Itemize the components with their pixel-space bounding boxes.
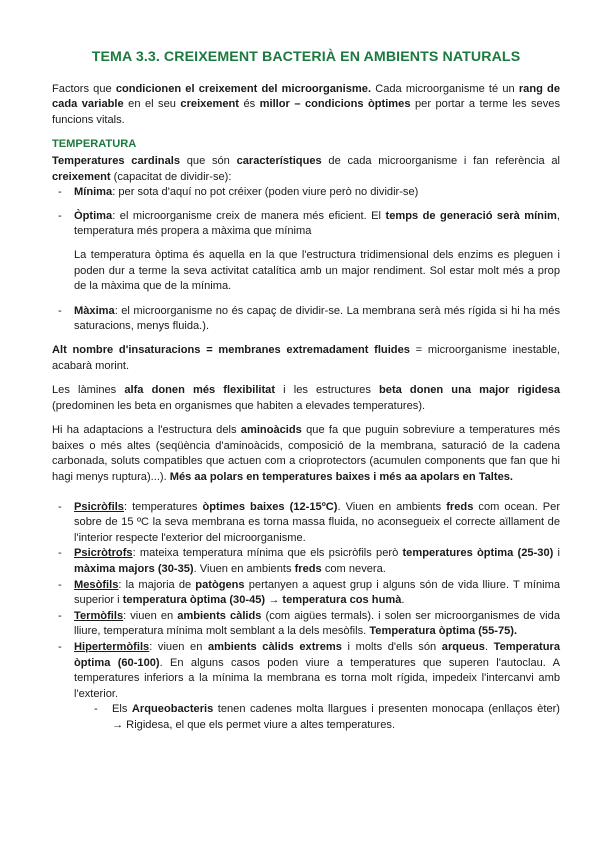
list-item-optima: - Òptima: el microorganisme creix de manera més eficient. El temps de generació serà mínim, temperatura més propera a màxima que mínima [52, 209, 560, 240]
list-item-termofils: - Termòfils: viuen en ambients càlids (com aigües termals). i solen ser microorganismes de vida lliure, temperatura mínima molt semblant a la dels mesòfils. Temperatura òptima (55-75). [52, 609, 560, 640]
list-item-hipertermofils: - Hipertermòfils: viuen en ambients càlids extrems i molts d'ells són arqueus. Temperatura òptima (60-100). En alguns casos poden viure a temperatures que superen l'autoclau. A temperatures inferiors a la mínima la membrana es torna molt rígida, impedeix l'intercanvi amb l'exterior. - Els Arqueobacteris tenen cadenes molta llargues i presenten monocapa (enllaços èter) → Rigidesa, el que els permet viure a altes temperatures. [52, 640, 560, 734]
cardinal-list [52, 185, 560, 240]
page-title: TEMA 3.3. CREIXEMENT BACTERIÀ EN AMBIENTS NATURALS [91, 49, 521, 65]
lamines-paragraph: Les làmines alfa donen més flexibilitat i les estructures beta donen una major rigidesa (predominen les beta en organismes que habiten a elevades temperatures). [52, 384, 560, 412]
document-page [52, 50, 560, 740]
microorganism-types-list [52, 500, 560, 734]
section-heading-temperatura: TEMPERATURA [52, 138, 137, 151]
cardinal-list-max [52, 304, 560, 335]
list-item-maxima: - Màxima: el microorganisme no és capaç de dividir-se. La membrana serà més rígida si hi ha més saturacions, menys fluida.). [52, 304, 560, 335]
list-item-psicrotrofs: - Psicròtrofs: mateixa temperatura mínima que els psicròfils però temperatures òptima (25-30) i màxima majors (30-35). Viuen en ambients freds com nevera. [52, 546, 560, 577]
intro-paragraph: Factors que condicionen el creixement del microorganisme. Cada microorganisme té un rang de cada variable en el seu creixement és millor – condicions òptimes per portar a terme les seves funcions vitals. [52, 82, 560, 126]
optima-note: La temperatura òptima és aquella en la que l'estructura tridimensional dels enzims es pleguen i poden dur a terme la seva activitat catalítica amb un major rendiment. Sol estar molt més a prop de la màxima que de la mínima. [74, 248, 560, 293]
list-item-minima: - Mínima: per sota d'aquí no pot créixer (poden viure però no dividir-se) [52, 185, 560, 201]
adaptacions-paragraph: Hi ha adaptacions a l'estructura dels aminoàcids que fa que puguin sobreviure a temperatures més baixes o més altes (seqüència d'aminoàcids, composició de la membrana, saturació de la cadena carbonada, soluts compatibles que actuen com a crioprotectors (acumulen components que fan que hi hagi menys ruptura)...). Més aa polars en temperatures baixes i més aa apolars en Taltes. [52, 424, 560, 484]
list-item-psicrofils: - Psicròfils: temperatures òptimes baixes (12-15ºC). Viuen en ambients freds com ocean. Per sobre de 15 ºC la seva membrana es torna massa fluida, no aconsegueix el correcte aïllament de l'interior respecte l'exterior del microorganisme. [52, 500, 560, 547]
list-item-mesofils: - Mesòfils: la majoria de patògens pertanyen a aquest grup i alguns són de vida lliure. T mínima superior i temperatura òptima (30-45) → temperatura cos humà. [52, 578, 560, 609]
cardinal-paragraph: Temperatures cardinals que són característiques de cada microorganisme i fan referència al creixement (capacitat de dividir-se): [52, 154, 560, 183]
hipertermofils-sublist [74, 702, 560, 733]
list-item-arqueobacteris: - Els Arqueobacteris tenen cadenes molta llargues i presenten monocapa (enllaços èter) → Rigidesa, el que els permet viure a altes temperatures. [82, 702, 560, 733]
insaturacions-paragraph: Alt nombre d'insaturacions = membranes extremadament fluides = microorganisme inestable, acabarà morint. [52, 343, 560, 372]
